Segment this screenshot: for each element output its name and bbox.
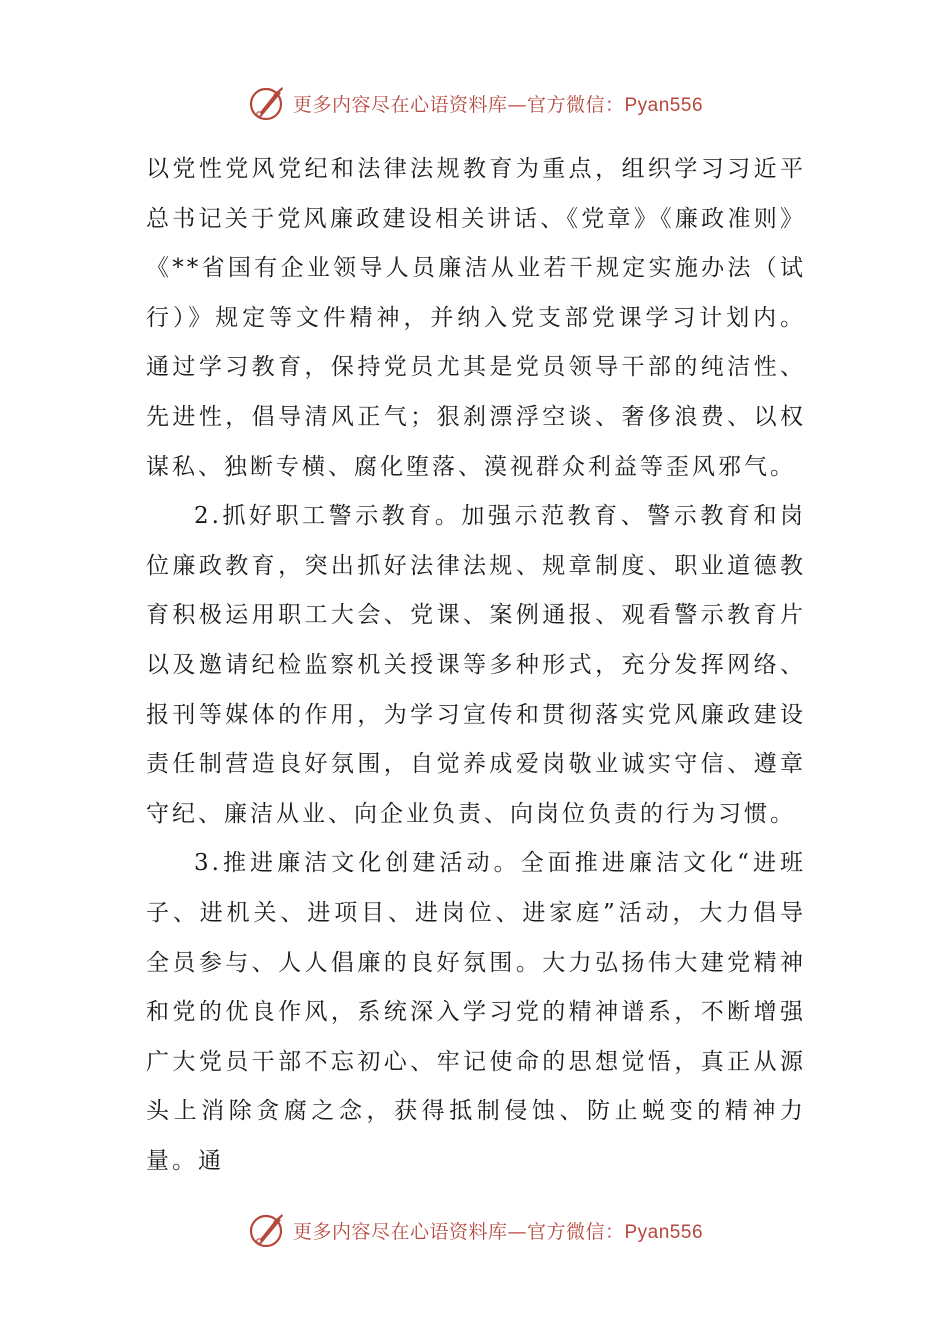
document-body	[146, 145, 806, 1186]
header-banner	[0, 81, 950, 125]
wechat-id: Pyan556	[624, 1221, 704, 1243]
footer-banner	[0, 1208, 950, 1252]
paragraph-1: 以党性党风党纪和法律法规教育为重点，组织学习习近平总书记关于党风廉政建设相关讲话、《党章》《廉政准则》《**省国有企业领导人员廉洁从业若干规定实施办法（试行）》规定等文件精神，并纳入党支部党课学习计划内。通过学习教育，保持党员尤其是党员领导干部的纯洁性、先进性，倡导清风正气；狠刹漂浮空谈、奢侈浪费、以权谋私、独断专横、腐化堕落、漠视群众利益等歪风邪气。	[146, 156, 806, 480]
banner-text	[293, 1217, 703, 1244]
quill-pen-seal-icon	[247, 1210, 287, 1250]
banner-slogan: 更多内容尽在心语资料库—官方微信：	[292, 1220, 625, 1243]
banner-slogan: 更多内容尽在心语资料库—官方微信：	[292, 93, 625, 116]
paragraph-3: 3.推进廉洁文化创建活动。全面推进廉洁文化“进班子、进机关、进项目、进岗位、进家庭”活动，大力倡导全员参与、人人倡廉的良好氛围。大力弘扬伟大建党精神和党的优良作风，系统深入学习党的精神谱系，不断增强广大党员干部不忘初心、牢记使命的思想觉悟，真正从源头上消除贪腐之念，获得抵制侵蚀、防止蜕变的精神力量。通	[146, 850, 806, 1174]
paragraph-2: 2.抓好职工警示教育。加强示范教育、警示教育和岗位廉政教育，突出抓好法律法规、规章制度、职业道德教育积极运用职工大会、党课、案例通报、观看警示教育片以及邀请纪检监察机关授课等多种形式，充分发挥网络、报刊等媒体的作用，为学习宣传和贯彻落实党风廉政建设责任制营造良好氛围，自觉养成爱岗敬业诚实守信、遵章守纪、廉洁从业、向企业负责、向岗位负责的行为习惯。	[146, 503, 806, 827]
quill-pen-seal-icon	[247, 83, 287, 123]
wechat-id: Pyan556	[624, 94, 704, 116]
banner-text	[293, 90, 703, 117]
